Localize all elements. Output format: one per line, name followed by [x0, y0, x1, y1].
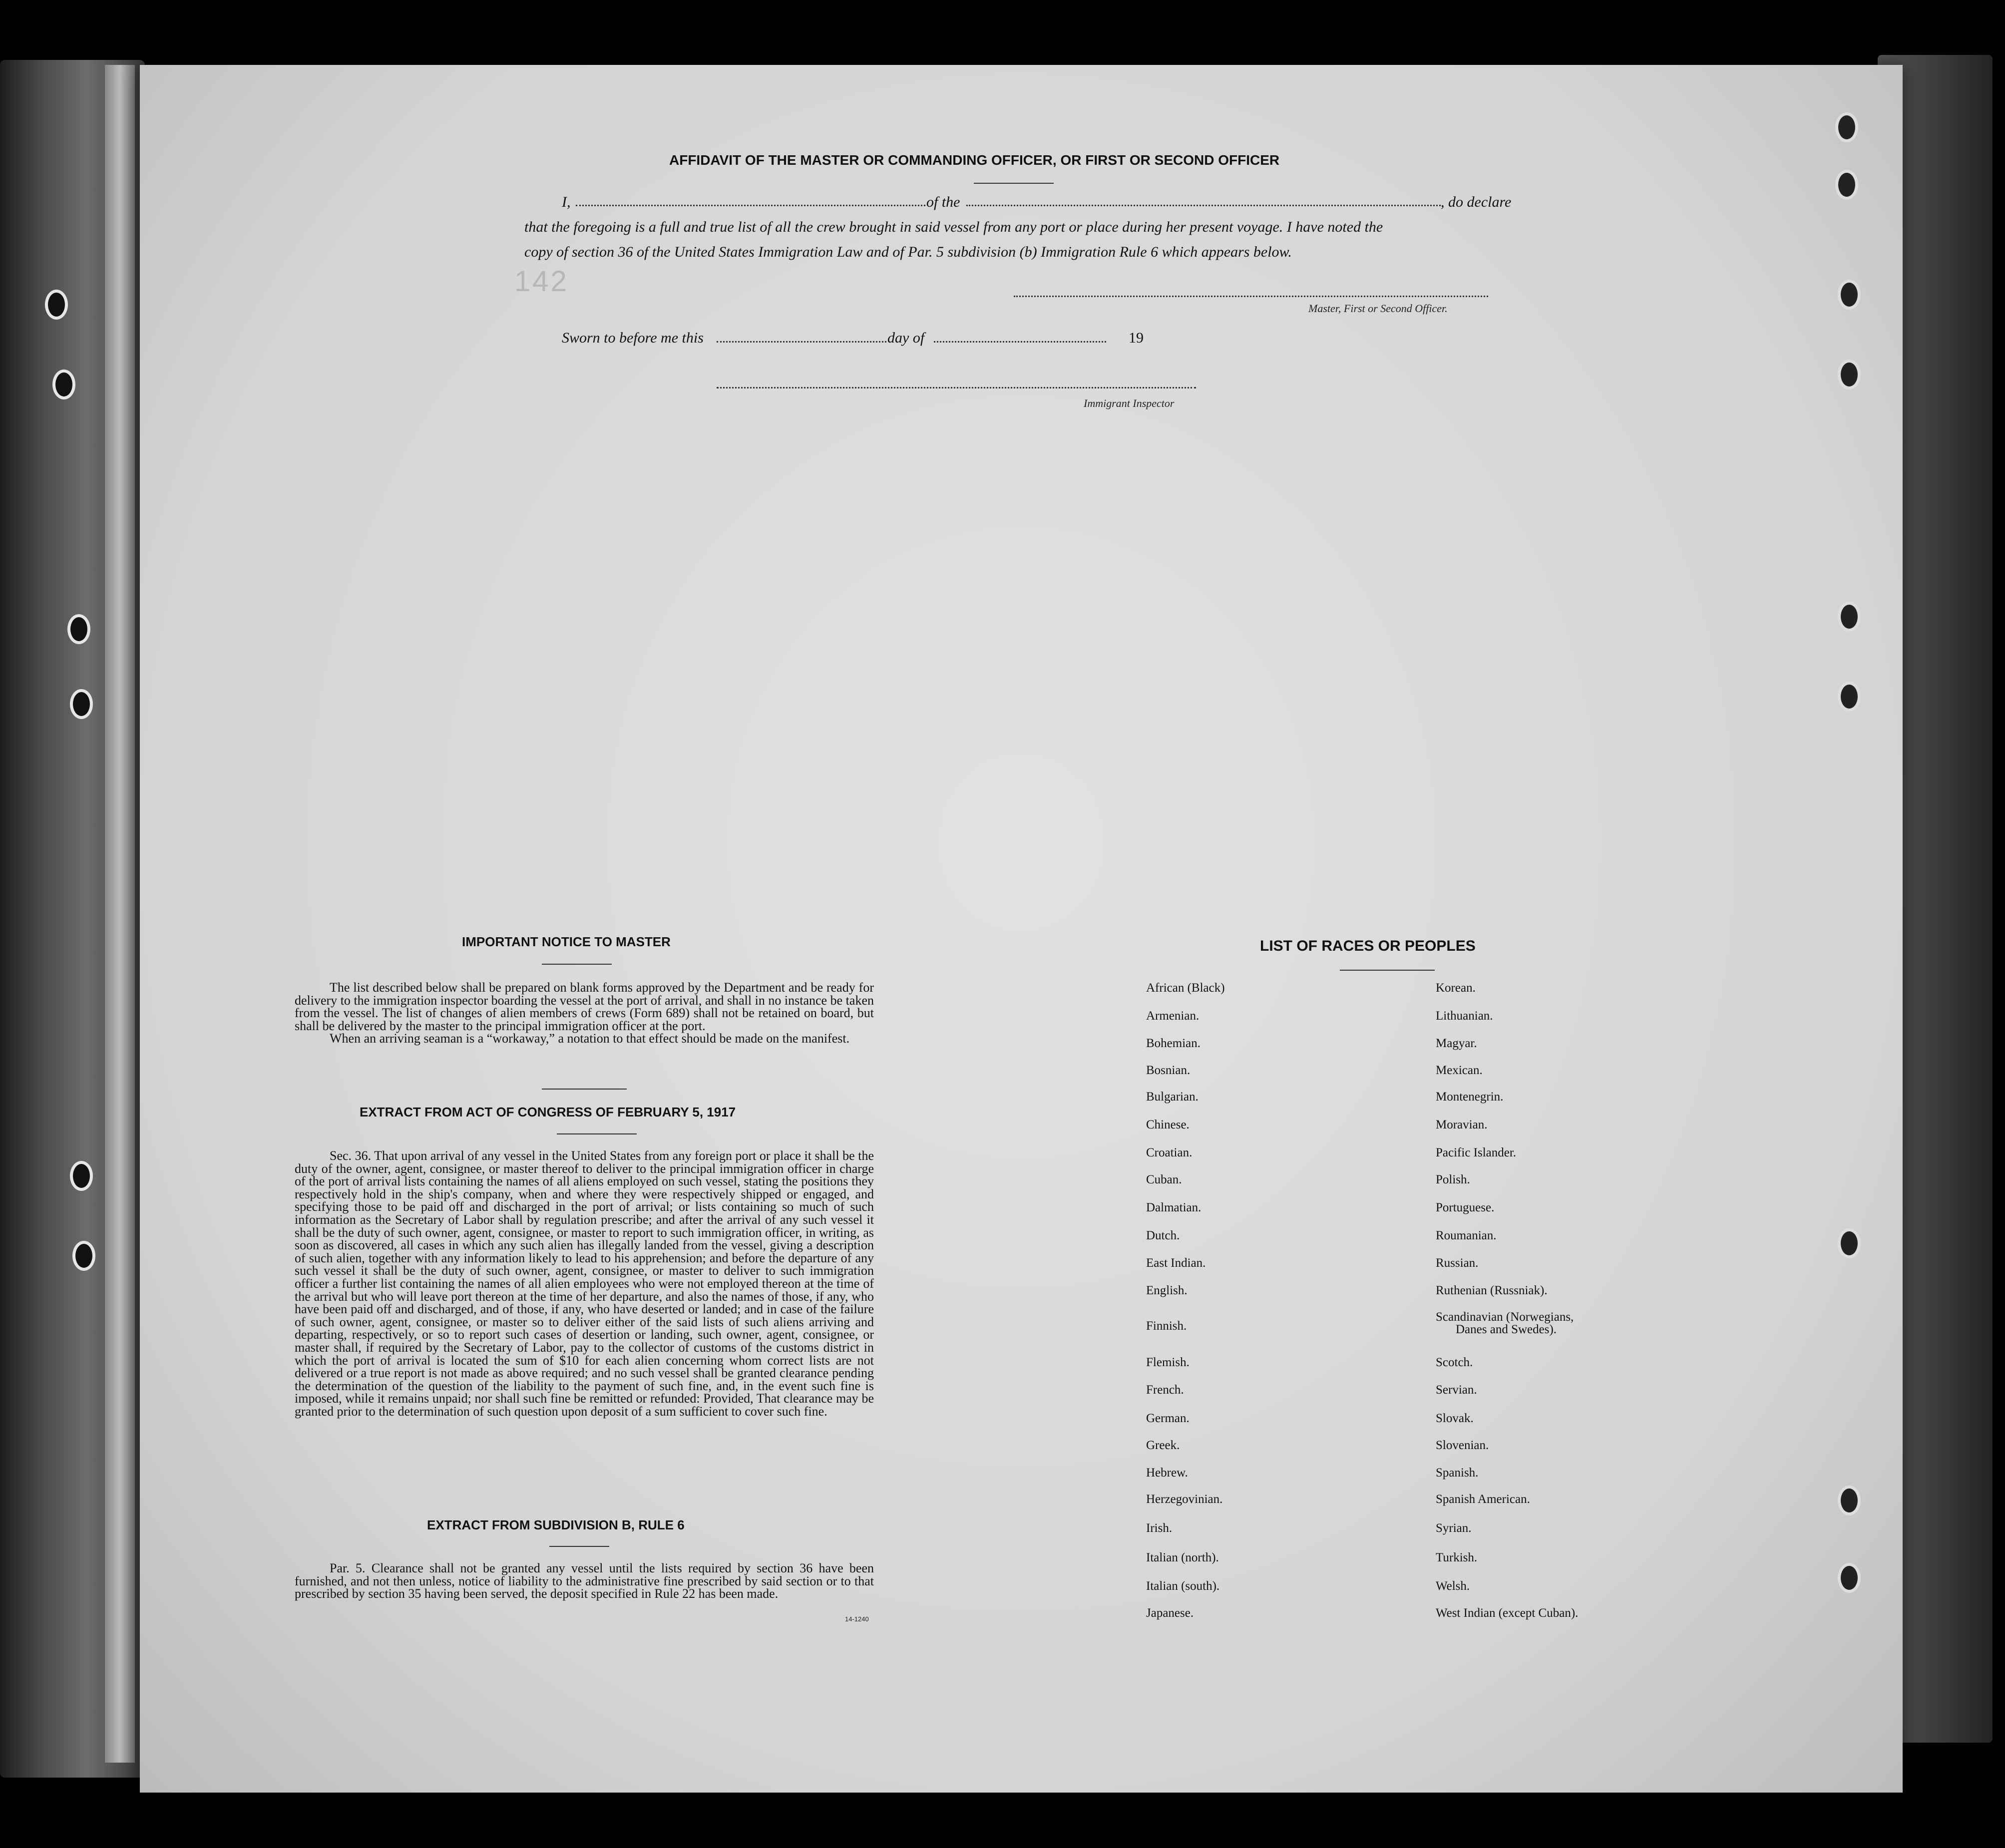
- affidavit-title: AFFIDAVIT OF THE MASTER OR COMMANDING OFFICER, OR FIRST OR SECOND OFFICER: [669, 152, 1280, 168]
- race-item: Chinese.: [1146, 1118, 1190, 1131]
- race-item: Welsh.: [1436, 1579, 1470, 1593]
- race-item: Irish.: [1146, 1521, 1173, 1535]
- rule-extract-text: [295, 1562, 874, 1600]
- punch-hole-icon: [70, 1161, 93, 1191]
- divider: [974, 183, 1054, 184]
- race-item: Slovenian.: [1436, 1439, 1489, 1452]
- race-item: Greek.: [1146, 1439, 1180, 1452]
- affidavit-line2: that the foregoing is a full and true list of all the crew brought in said vessel from any port or place during her present voyage. I have noted the: [524, 219, 1383, 235]
- faint-page-mark: 142: [514, 265, 569, 298]
- race-item: Lithuanian.: [1436, 1009, 1493, 1023]
- punch-hole-icon: [1835, 112, 1858, 142]
- sworn-month-blank-field[interactable]: [934, 341, 1106, 343]
- race-item: Korean.: [1436, 981, 1476, 995]
- notice-title: IMPORTANT NOTICE TO MASTER: [462, 934, 671, 949]
- race-item: Mexican.: [1436, 1064, 1483, 1077]
- race-item: Herzegovinian.: [1146, 1492, 1223, 1506]
- race-item: Cuban.: [1146, 1173, 1182, 1186]
- rule-par-5: Par. 5. Clearance shall not be granted any vessel until the lists required by section 36 have been furnished, and not then unless, notice of liability to the administrative fine prescribed by said section or to that prescribed by section 35 having been served, the deposit specified in Rule 22 has been made.: [295, 1561, 874, 1601]
- punch-hole-icon: [1835, 170, 1858, 200]
- race-item: East Indian.: [1146, 1256, 1206, 1270]
- punch-hole-icon: [1838, 1228, 1861, 1258]
- signature-label: Master, First or Second Officer.: [1308, 302, 1448, 315]
- race-item: Japanese.: [1146, 1606, 1194, 1620]
- race-item: Slovak.: [1436, 1412, 1474, 1425]
- races-title: LIST OF RACES OR PEOPLES: [1260, 938, 1476, 954]
- race-item: French.: [1146, 1383, 1184, 1397]
- punch-hole-icon: [70, 689, 93, 719]
- notice-paragraph-1: The list described below shall be prepared on blank forms approved by the Department and be ready for delivery to the immigration inspector boarding the vessel at the port of arrival, and shall in no instance be taken from the vessel. The list of changes of alien members of crews (Form 689) shall not be retained on board, but shall be delivered by the master to the principal immigration officer at the port.: [295, 980, 874, 1033]
- race-item: Syrian.: [1436, 1521, 1472, 1535]
- race-item: Italian (south).: [1146, 1579, 1220, 1593]
- race-item: Hebrew.: [1146, 1466, 1188, 1479]
- punch-hole-icon: [1838, 1485, 1861, 1515]
- race-item: Finnish.: [1146, 1319, 1187, 1333]
- name-blank-field[interactable]: [576, 205, 925, 206]
- rule-extract-title: EXTRACT FROM SUBDIVISION B, RULE 6: [427, 1517, 685, 1532]
- race-item: Spanish.: [1436, 1466, 1479, 1479]
- race-item: Turkish.: [1436, 1551, 1478, 1564]
- race-item: Magyar.: [1436, 1037, 1477, 1050]
- affidavit-line1-mid: of the: [926, 194, 960, 210]
- race-item: Croatian.: [1146, 1146, 1193, 1159]
- race-item: Ruthenian (Russniak).: [1436, 1284, 1548, 1297]
- punch-hole-icon: [1838, 1563, 1861, 1593]
- race-item: Pacific Islander.: [1436, 1146, 1517, 1159]
- sworn-prefix: Sworn to before me this: [562, 330, 704, 346]
- punch-hole-icon: [1838, 682, 1861, 712]
- race-item: Moravian.: [1436, 1118, 1488, 1131]
- race-item: Bosnian.: [1146, 1064, 1191, 1077]
- sworn-year: 19: [1129, 330, 1144, 346]
- sworn-day-blank-field[interactable]: [717, 341, 886, 343]
- race-item: Portuguese.: [1436, 1201, 1495, 1214]
- race-item: Roumanian.: [1436, 1229, 1497, 1242]
- inspector-label: Immigrant Inspector: [1084, 397, 1175, 409]
- punch-hole-icon: [1838, 602, 1861, 632]
- act-extract-title: EXTRACT FROM ACT OF CONGRESS OF FEBRUARY 5, 1917: [360, 1105, 736, 1119]
- punch-hole-icon: [45, 290, 68, 320]
- race-item: English.: [1146, 1284, 1188, 1297]
- race-item: Montenegrin.: [1436, 1090, 1504, 1104]
- race-item: German.: [1146, 1412, 1190, 1425]
- notice-text: [295, 981, 874, 1045]
- affidavit-line1-prefix: I,: [562, 194, 571, 210]
- race-item: Spanish American.: [1436, 1492, 1530, 1506]
- race-item: West Indian (except Cuban).: [1436, 1606, 1579, 1620]
- race-item: Armenian.: [1146, 1009, 1200, 1023]
- punch-hole-icon: [72, 1241, 95, 1271]
- vessel-blank-field[interactable]: [966, 205, 1441, 206]
- race-item: Scotch.: [1436, 1356, 1473, 1369]
- punch-hole-icon: [1838, 360, 1861, 389]
- form-number: 14-1240: [845, 1615, 869, 1623]
- race-item: Dutch.: [1146, 1229, 1180, 1242]
- act-extract-text: [295, 1149, 874, 1418]
- affidavit-line1-suffix: , do declare: [1441, 194, 1512, 210]
- race-item: Flemish.: [1146, 1356, 1190, 1369]
- race-item: Bohemian.: [1146, 1037, 1201, 1050]
- notice-paragraph-2: When an arriving seaman is a “workaway,” a notation to that effect should be made on the manifest.: [330, 1031, 850, 1046]
- act-section-36: Sec. 36. That upon arrival of any vessel in the United States from any foreign port or place it shall be the duty of the owner, agent, consignee, or master thereof to deliver to the principal immigration officer in charge of the port of arrival lists containing the names of all aliens employed on such vessel, stating the positions they respectively hold in the ship's company, when and where they were respectively shipped or engaged, and specifying those to be paid off and discharged in the port of arrival; or lists containing so much of such information as the Secretary of Labor shall by regulation prescribe; and after the arrival of any such vessel it shall be the duty of such owner, agent, consignee, or master to report to such immigration officer, in writing, as soon as discovered, all cases in which any such alien has illegally landed from the vessel, giving a description of such alien, together with any information likely to lead to his apprehension; and before the departure of any such vessel it shall be the duty of such owner, agent, consignee, or master to deliver to such immigration officer a further list containing the names of all alien employees who were not employed thereon at the time of the arrival but who will leave port thereon at the time of her departure, and also the names of those, if any, who have been paid off and discharged, and of those, if any, who have deserted or landed; and in case of the failure of such owner, agent, consignee, or master so to deliver either of the said lists of such aliens arriving and departing, respectively, or so to report such cases of desertion or landing, such owner, agent, consignee, or master shall, if required by the Secretary of Labor, pay to the collector of customs of the customs district in which the port of arrival is located the sum of $10 for each alien concerning whom correct lists are not delivered or a true report is not made as above required; and no such vessel shall be granted clearance pending the determination of the question of the liability to the payment of such fine, and, in the event such fine is imposed, while it remains unpaid; nor shall such fine be remitted or refunded: Provided, That clearance may be granted prior to the determination of such question upon deposit of a sum sufficient to cover such fine.: [295, 1148, 874, 1419]
- inspector-signature-field[interactable]: [717, 387, 1196, 388]
- affidavit-line3: copy of section 36 of the United States Immigration Law and of Par. 5 subdivision (b) Immigration Rule 6 which appears below.: [524, 244, 1292, 260]
- race-item: Dalmatian.: [1146, 1201, 1202, 1214]
- binder-page-stack: [105, 65, 135, 1763]
- race-item: Russian.: [1436, 1256, 1479, 1270]
- divider: [557, 1133, 637, 1134]
- race-item: African (Black): [1146, 981, 1225, 995]
- signature-blank-field[interactable]: [1014, 296, 1488, 297]
- sworn-mid: day of: [887, 330, 925, 346]
- race-item: Polish.: [1436, 1173, 1470, 1186]
- divider: [1340, 970, 1435, 971]
- race-item: Bulgarian.: [1146, 1090, 1199, 1104]
- race-item: Scandinavian (Norwegians,: [1436, 1310, 1574, 1324]
- divider: [542, 964, 612, 965]
- race-item: Servian.: [1436, 1383, 1477, 1397]
- divider: [542, 1089, 627, 1090]
- race-item: Italian (north).: [1146, 1551, 1219, 1564]
- divider: [549, 1546, 609, 1547]
- page-shading: [140, 65, 1903, 1793]
- punch-hole-icon: [1838, 280, 1861, 310]
- race-item: Danes and Swedes).: [1456, 1323, 1557, 1336]
- punch-hole-icon: [67, 614, 90, 644]
- punch-hole-icon: [52, 370, 75, 399]
- document-page: [140, 65, 1903, 1793]
